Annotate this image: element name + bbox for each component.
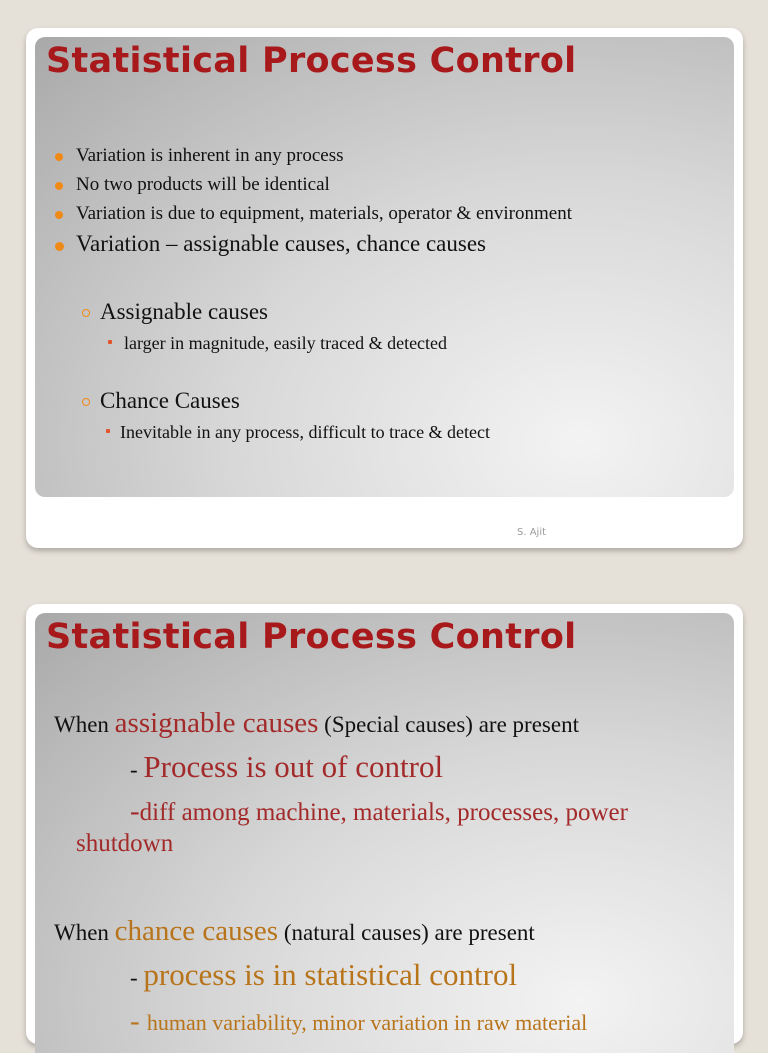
slide-2	[26, 604, 743, 1044]
square-bullet-icon	[108, 340, 112, 344]
assignable-causes-line: When assignable causes (Special causes) are present	[54, 707, 579, 739]
slide-2-title: Statistical Process Control	[46, 617, 577, 657]
slide-1	[26, 28, 743, 548]
bullet-dot-icon	[55, 153, 63, 161]
slide-1-panel: Statistical Process Control Variation is inherent in any process No two products will be identical Variation is due to equipment, materials, operator & environment Variation – assignable causes, chance causes Assignable causes larger in magnitude, easily traced & detected Chance Causes Inevitable in any process, difficult to trace & detect	[35, 37, 734, 497]
chance-examples-line: - human variability, minor variation in raw material	[130, 1005, 588, 1037]
square-bullet-icon	[106, 429, 110, 433]
bullet-dot-icon	[55, 211, 63, 219]
slide-2-panel	[35, 613, 734, 1053]
assignable-examples-line-cont: shutdown	[76, 830, 174, 857]
bullet-dot-icon	[55, 242, 64, 251]
assignable-causes-highlight: assignable causes	[114, 707, 319, 739]
ring-bullet-icon	[82, 309, 90, 317]
chance-causes-highlight: chance causes	[114, 915, 279, 947]
statistical-control-line: - process is in statistical control	[130, 957, 518, 992]
chance-causes-line: When chance causes (natural causes) are present	[54, 915, 535, 947]
assignable-examples-line: -diff among machine, materials, processes, power	[130, 795, 628, 827]
bullet-dot-icon	[55, 182, 63, 190]
out-of-control-line: - Process is out of control	[130, 749, 444, 784]
slide-footer-author: S. Ajit	[517, 527, 547, 538]
ring-bullet-icon	[82, 398, 90, 406]
slide-1-title: Statistical Process Control	[46, 41, 577, 81]
